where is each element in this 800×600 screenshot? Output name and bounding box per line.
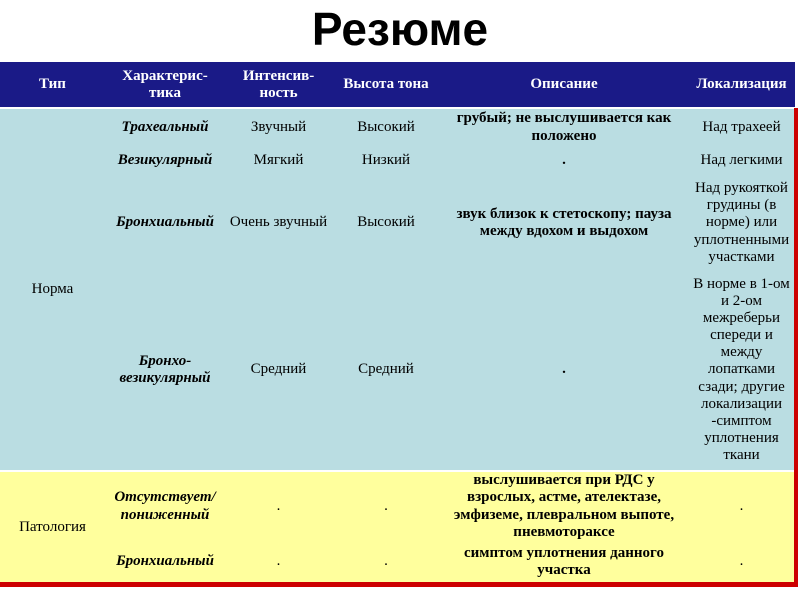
table-row-bronchial-norm <box>0 176 795 270</box>
cell-intensity: Средний <box>225 270 332 471</box>
col-header-intensity: Интенсив-ность <box>225 62 332 108</box>
cell-intensity: Очень звучный <box>225 176 332 270</box>
cell-pitch: Средний <box>332 270 440 471</box>
cell-pitch: . <box>332 471 440 541</box>
cell-intensity: . <box>225 471 332 541</box>
cell-localization: Над легкими <box>688 146 795 176</box>
cell-intensity: Звучный <box>225 108 332 146</box>
cell-characteristic: Трахеальный <box>105 108 225 146</box>
cell-description: грубый; не выслушивается как положено <box>440 108 688 146</box>
table-row-bronchovesicular <box>0 270 795 471</box>
table-row-tracheal <box>0 108 795 146</box>
group-cell-pathology: Патология <box>0 471 105 583</box>
cell-pitch: Высокий <box>332 108 440 146</box>
cell-characteristic: Отсутствует/ пониженный <box>105 471 225 541</box>
col-header-pitch: Высота тона <box>332 62 440 108</box>
cell-pitch: Низкий <box>332 146 440 176</box>
cell-characteristic: Бронхиальный <box>105 176 225 270</box>
cell-pitch: Высокий <box>332 176 440 270</box>
cell-localization: Над трахеей <box>688 108 795 146</box>
cell-intensity: . <box>225 541 332 583</box>
header-row <box>0 62 795 108</box>
cell-localization: Над рукояткой грудины (в норме) или уплотненными участками <box>688 176 795 270</box>
col-header-description: Описание <box>440 62 688 108</box>
cell-pitch: . <box>332 541 440 583</box>
cell-characteristic: Бронхо-везикулярный <box>105 270 225 471</box>
cell-description: . <box>440 270 688 471</box>
table-row-absent-reduced <box>0 471 795 541</box>
table-row-vesicular <box>0 146 795 176</box>
cell-localization: В норме в 1-ом и 2-ом межреберьи спереди и между лопатками сзади; другие локализации -симптом уплотнения ткани <box>688 270 795 471</box>
summary-table <box>0 62 795 583</box>
cell-characteristic: Бронхиальный <box>105 541 225 583</box>
cell-characteristic: Везикулярный <box>105 146 225 176</box>
cell-description: выслушивается при РДС у взрослых, астме, ателектазе, эмфиземе, плевральном выпоте, пневмотораксе <box>440 471 688 541</box>
col-header-localization: Локализация <box>688 62 795 108</box>
col-header-characteristic: Характерис-тика <box>105 62 225 108</box>
group-cell-norm: Норма <box>0 108 105 471</box>
cell-description: . <box>440 146 688 176</box>
red-accent-right-bar <box>794 108 798 582</box>
cell-localization: . <box>688 541 795 583</box>
cell-intensity: Мягкий <box>225 146 332 176</box>
cell-description: звук близок к стетоскопу; пауза между вдохом и выдохом <box>440 176 688 270</box>
cell-localization: . <box>688 471 795 541</box>
page-title: Резюме <box>311 3 489 55</box>
col-header-type: Тип <box>0 62 105 108</box>
table-row-bronchial-pathology <box>0 541 795 583</box>
cell-description: симптом уплотнения данного участка <box>440 541 688 583</box>
red-accent-bottom-bar <box>0 582 798 587</box>
